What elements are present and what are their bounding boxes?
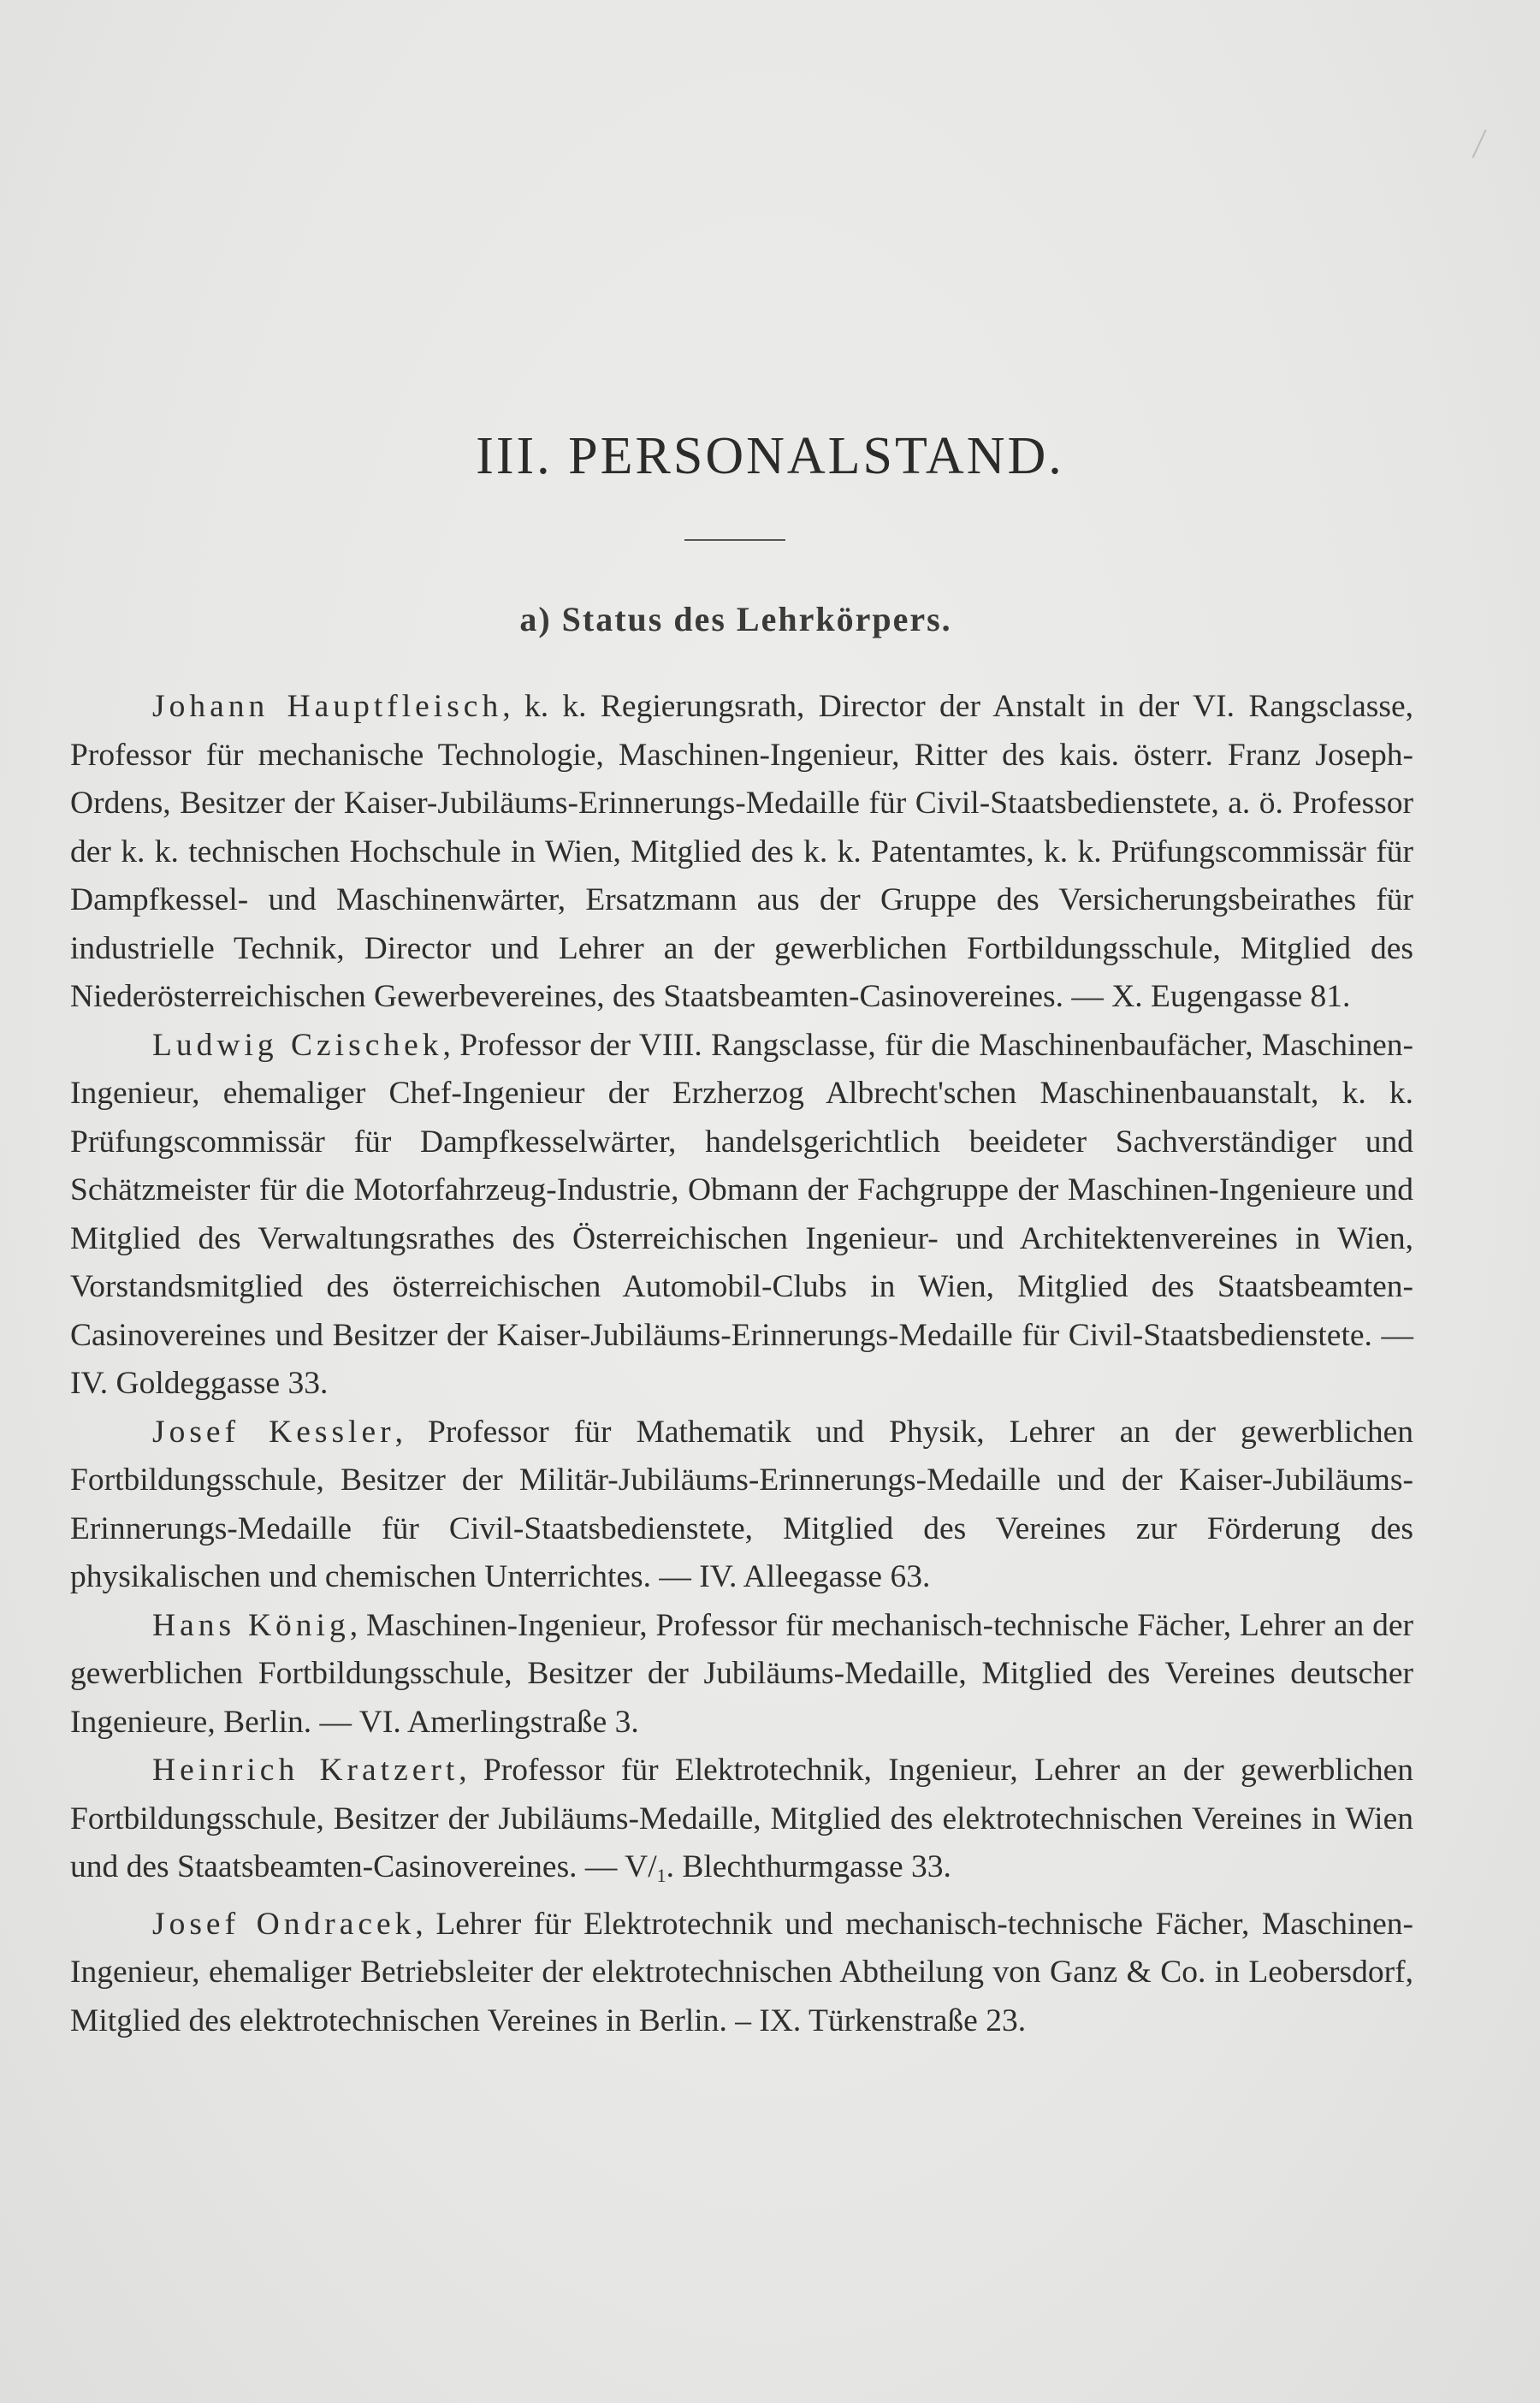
staff-description: , Maschinen-Ingenieur, Professor für mechanisch-technische Fächer, Lehrer an der gewerblichen Fortbildungsschule, Besitzer der Jubiläums-Medaille, Mitglied des Vereines deutscher Ingenieure, Berlin. — VI. Amerlingstraße 3. [70, 1607, 1414, 1740]
district-subscript: 1 [656, 1865, 666, 1886]
staff-entry-czischek [70, 1022, 1413, 1409]
staff-description: , Professor der VIII. Rangsclasse, für die Maschinenbaufächer, Maschinen-Ingenieur, ehemaliger Chef-Ingenieur der Erzherzog Albrecht'schen Maschinenbauanstalt, k. k. Prüfungscommissär für Dampfkesselwärter, handelsgerichtlich beeideter Sachverständiger und Schätzmeister für die Motorfahrzeug-Industrie, Obmann der Fachgruppe der Maschinen-Ingenieure und Mitglied des Verwaltungsrathes des Österreichischen Ingenieur- und Architektenvereines in Wien, Vorstandsmitglied des österreichischen Automobil-Clubs in Wien, Mitglied des Staatsbeamten-Casinovereines und Besitzer der Kaiser-Jubiläums-Erinnerungs-Medaille für Civil-Staatsbedienstete. — IV. Goldeggasse 33. [70, 1027, 1413, 1401]
staff-entry-kratzert [70, 1747, 1413, 1901]
staff-name: Hans König [152, 1607, 350, 1643]
staff-name: Heinrich Kratzert [152, 1753, 459, 1788]
staff-entry-ondracek [70, 1901, 1413, 2046]
staff-description: , Professor für Mathematik und Physik, Lehrer an der gewerblichen Fortbildungsschule, Besitzer der Militär-Jubiläums-Erinnerungs-Medaille und der Kaiser-Jubiläums-Erinnerungs-Medaille für Civil-Staatsbedienstete, Mitglied des Vereines zur Förderung des physikalischen und chemischen Unterrichtes. — IV. Alleegasse 63. [70, 1414, 1413, 1594]
staff-name: Ludwig Czischek [152, 1027, 443, 1063]
staff-entry-hauptfleisch [70, 683, 1413, 1022]
staff-name: Johann Hauptfleisch [152, 689, 503, 724]
staff-entry-koenig [70, 1602, 1413, 1747]
staff-description: , Lehrer für Elektrotechnik und mechanisch-technische Fächer, Maschinen-Ingenieur, ehemaliger Betriebsleiter der elektrotechnischen Abtheilung von Ganz & Co. in Leobersdorf, Mitglied des elektrotechnischen Vereines in Berlin. – IX. Türkenstraße 23. [70, 1906, 1413, 2038]
staff-address-tail: . Blechthurmgasse 33. [666, 1849, 951, 1884]
staff-description: , k. k. Regierungsrath, Director der Anstalt in der VI. Rangsclasse, Professor für mechanische Technologie, Maschinen-Ingenieur, Ritter des kais. österr. Franz Joseph-Ordens, Besitzer der Kaiser-Jubiläums-Erinnerungs-Medaille für Civil-Staatsbedienstete, a. ö. Professor der k. k. technischen Hochschule in Wien, Mitglied des k. k. Patentamtes, k. k. Prüfungscommissär für Dampfkessel- und Maschinenwärter, Ersatzmann aus der Gruppe des Versicherungsbeirathes für industrielle Technik, Director und Lehrer an der gewerblichen Fortbildungsschule, Mitglied des Niederösterreichischen Gewerbevereines, des Staatsbeamten-Casinovereines. — X. Eugengasse 81. [70, 689, 1413, 1014]
staff-list [70, 683, 1413, 2045]
staff-name: Josef Ondracek [152, 1906, 416, 1942]
section-subtitle: a) Status des Lehrkörpers. [519, 600, 952, 638]
paper-edge-mark [1472, 129, 1486, 157]
staff-entry-kessler [70, 1409, 1413, 1602]
page-title: III. PERSONALSTAND. [476, 427, 1064, 485]
staff-description: , Professor für Elektrotechnik, Ingenieur, Lehrer an der gewerblichen Fortbildungsschule, Besitzer der Jubiläums-Medaille, Mitglied des elektrotechnischen Vereines in Wien und des Staatsbeamten-Casinovereines. — V/ [70, 1753, 1413, 1884]
title-divider [684, 539, 785, 541]
staff-name: Josef Kessler [152, 1414, 395, 1450]
